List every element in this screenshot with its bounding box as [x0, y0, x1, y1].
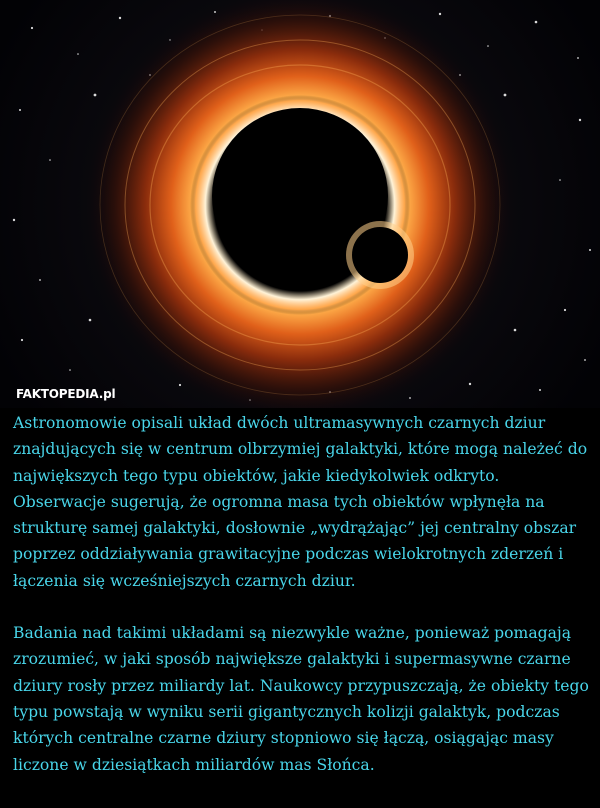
- caption-paragraph-2: Badania nad takimi układami są niezwykle ważne, ponieważ pomagają zrozumieć, w jaki sposób największe galaktyki i supermasywne czarne dziury rosły przez miliardy lat. Naukowcy przypuszczają, że obiekty tego typu powstają w wyniku serii gigantycznych kolizji galaktyk, podczas których centralne czarne dziury stopniowo się łączą, osiągając masy liczone w dziesiątkach miliardów mas Słońca.: [13, 624, 589, 774]
- caption-paragraph-1: Astronomowie opisali układ dwóch ultramasywnych czarnych dziur znajdujących się w centrum olbrzymiej galaktyki, które mogą należeć do największych tego typu obiektów, jakie kiedykolwiek odkryto. Obserwacje sugerują, że ogromna masa tych obiektów wpłynęła na strukturę samej galaktyki, dosłownie „wydrążając” jej centralny obszar poprzez oddziaływania grawitacyjne podczas wielokrotnych zderzeń i łączenia się wcześniejszych czarnych dziur.: [13, 414, 588, 590]
- watermark-logo: FAKTOPEDIA.pl: [16, 387, 116, 401]
- caption-text: [13, 410, 591, 778]
- secondary-black-hole: [352, 227, 408, 283]
